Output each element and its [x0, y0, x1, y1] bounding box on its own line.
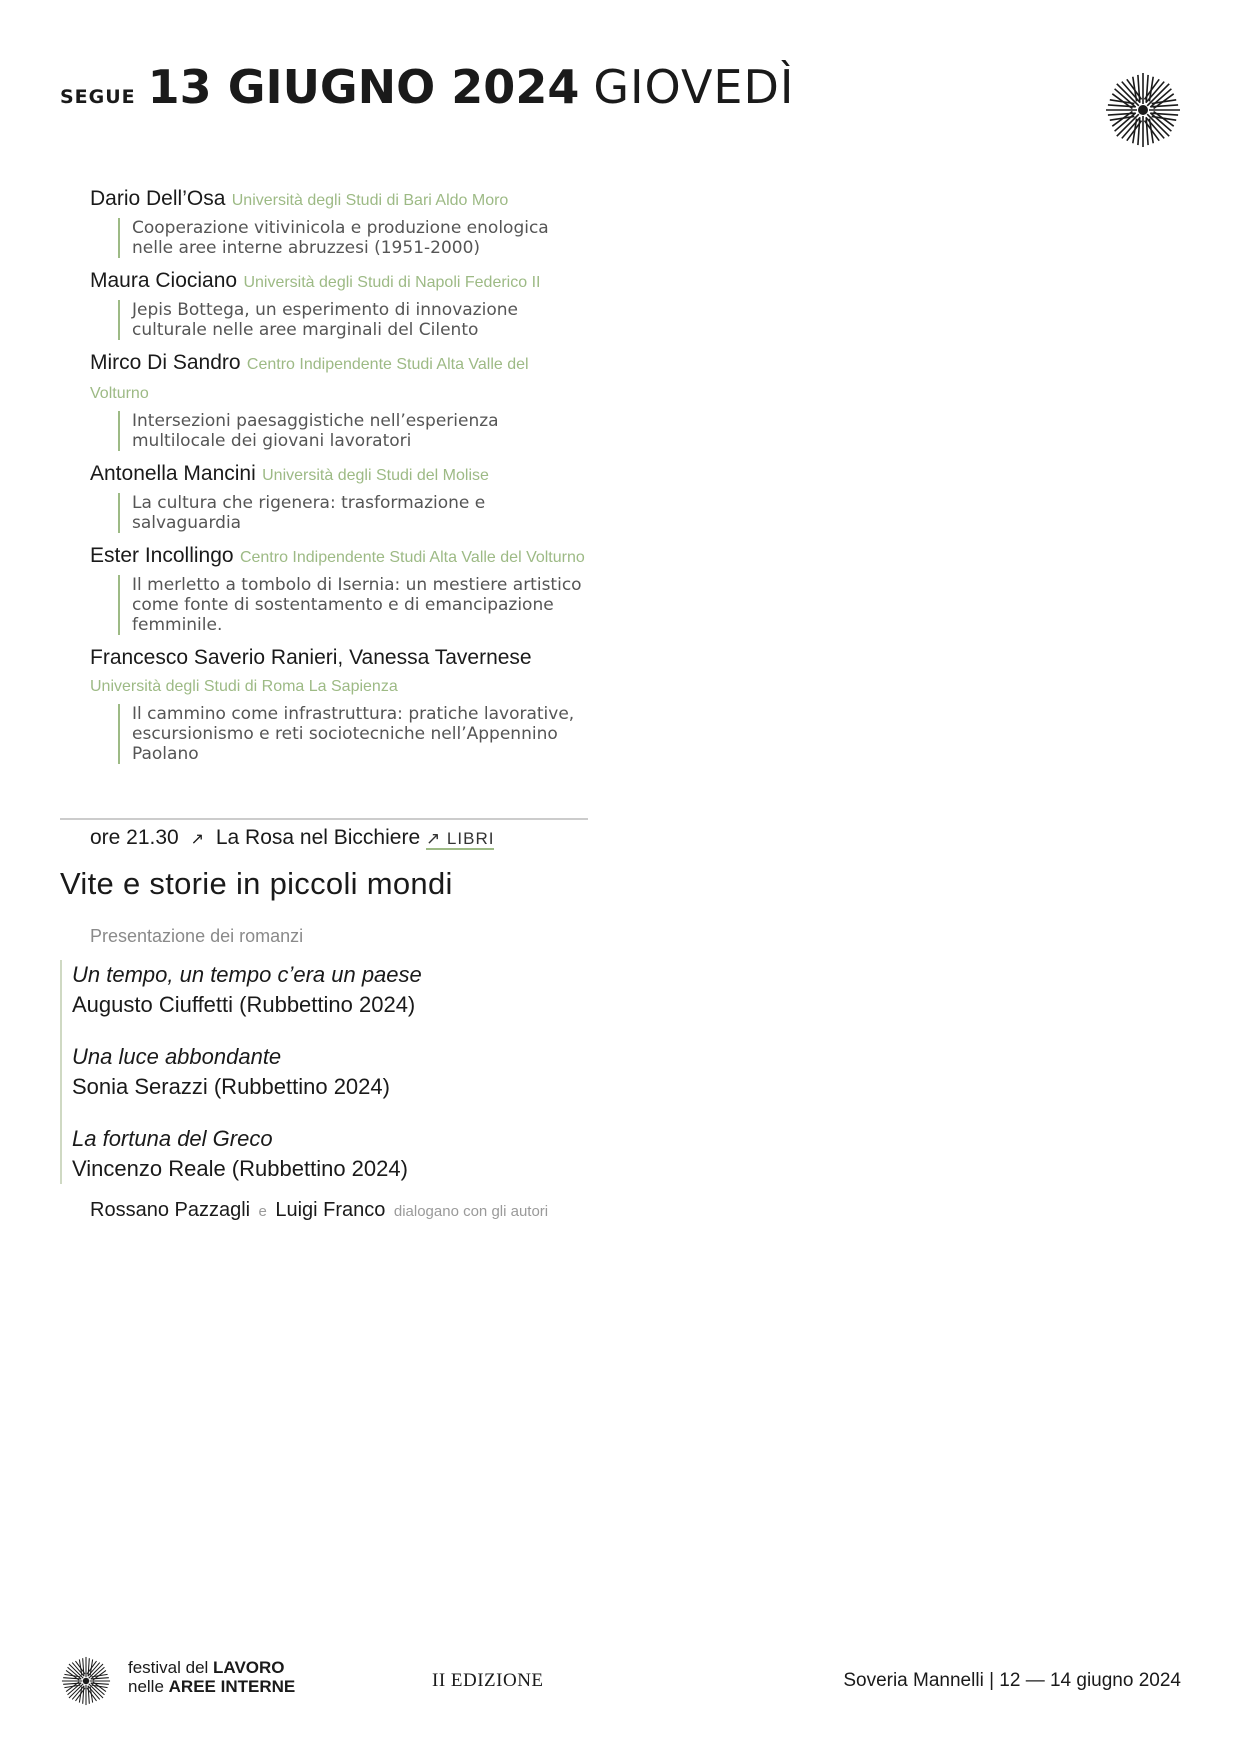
book-item: [72, 1124, 632, 1184]
talk-title: Jepis Bottega, un esperimento di innovazione culturale nelle aree marginali del Cilento: [118, 300, 590, 340]
speaker-name: Mirco Di Sandro: [90, 351, 241, 374]
logo-stripe: [91, 1683, 109, 1684]
brand-text-bold: AREE INTERNE: [168, 1677, 296, 1696]
book-title: Un tempo, un tempo c’era un paese: [72, 962, 422, 987]
discussant-note: dialogano con gli autori: [393, 1203, 549, 1220]
festival-logo-icon: [1103, 70, 1183, 150]
discussant-name: Rossano Pazzagli: [90, 1199, 251, 1221]
discussants: [90, 1199, 552, 1222]
brand-text: nelle: [128, 1677, 169, 1696]
event-title: Vite e storie in piccoli mondi: [60, 866, 453, 901]
place-dates: Soveria Mannelli | 12 — 14 giugno 2024: [843, 1670, 1181, 1691]
speaker-name: Antonella Mancini: [90, 462, 256, 485]
logo-center: [1138, 105, 1148, 115]
talk-list: [90, 185, 590, 773]
speaker-affiliation: Università degli Studi del Molise: [262, 467, 489, 484]
event-time-venue: [90, 826, 494, 850]
weekday-heading: GIOVEDÌ: [593, 60, 795, 114]
logo-stripe: [1108, 113, 1136, 115]
brand-text: festival del: [128, 1658, 214, 1677]
discussant-name: Luigi Franco: [275, 1199, 386, 1221]
logo-stripe: [83, 1686, 84, 1704]
segue-label: SEGUE: [60, 86, 136, 108]
talk-title: Il merletto a tombolo di Isernia: un mestiere artistico come fonte di sostentamento e di emancipazione femminile.: [118, 575, 590, 635]
book-title: Una luce abbondante: [72, 1044, 282, 1069]
date-heading: 13 GIUGNO 2024: [147, 60, 580, 114]
talk-title: Il cammino come infrastruttura: pratiche lavorative, escursionismo e reti sociotecniche nell’Appennino Paolano: [118, 704, 590, 764]
talk-title: Cooperazione vitivinicola e produzione enologica nelle aree interne abruzzesi (1951-2000): [118, 218, 590, 258]
talk-item: [90, 185, 590, 258]
logo-stripe: [1108, 105, 1136, 107]
logo-stripe: [88, 1658, 89, 1676]
book-title: La fortuna del Greco: [72, 1126, 273, 1151]
talk-item: [90, 542, 590, 635]
book-item: [72, 1042, 632, 1102]
brand-text-bold: LAVORO: [213, 1658, 285, 1677]
logo-stripe: [88, 1686, 89, 1704]
talk-item: [90, 460, 590, 533]
logo-stripe: [1138, 75, 1140, 103]
talk-title: La cultura che rigenera: trasformazione e salvaguardia: [118, 493, 590, 533]
book-author: Sonia Serazzi (Rubbettino 2024): [72, 1074, 390, 1099]
speaker-affiliation: Università degli Studi di Bari Aldo Moro: [231, 192, 509, 209]
event-time: ore 21.30: [90, 826, 179, 849]
speaker-name: Maura Ciociano: [90, 269, 238, 292]
talk-item: [90, 349, 590, 451]
logo-stripe: [1138, 117, 1140, 145]
arrow-icon: ↗: [190, 831, 204, 848]
logo-stripe: [63, 1678, 81, 1679]
book-author: Augusto Ciuffetti (Rubbettino 2024): [72, 992, 416, 1017]
event-subtitle: Presentazione dei romanzi: [90, 926, 304, 946]
page-header: [60, 60, 794, 120]
festival-brand: [128, 1658, 295, 1696]
logo-stripe: [83, 1658, 84, 1676]
speaker-affiliation: Università degli Studi di Napoli Federico II: [243, 274, 541, 291]
logo-stripe: [1146, 117, 1148, 145]
speaker-affiliation: Centro Indipendente Studi Alta Valle del Volturno: [239, 549, 585, 566]
talk-item: [90, 267, 590, 340]
speaker-affiliation: Università degli Studi di Roma La Sapienza: [90, 678, 398, 695]
edition-label: II EDIZIONE: [432, 1670, 544, 1691]
book-list: [60, 960, 632, 1184]
logo-stripe: [1146, 75, 1148, 103]
section-divider: [60, 818, 588, 820]
book-author: Vincenzo Reale (Rubbettino 2024): [72, 1156, 408, 1181]
category-tag-libri[interactable]: ↗ LIBRI: [425, 829, 495, 848]
speaker-name: Dario Dell’Osa: [90, 187, 226, 210]
logo-center: [83, 1678, 90, 1685]
event-venue: La Rosa nel Bicchiere: [215, 826, 421, 849]
logo-stripe: [63, 1683, 81, 1684]
speaker-affiliation: Centro Indipendente Studi Alta Valle del Volturno: [90, 356, 529, 402]
speaker-name: Ester Incollingo: [90, 544, 234, 567]
book-item: [72, 960, 632, 1020]
festival-logo-icon: [60, 1655, 112, 1707]
logo-stripe: [91, 1678, 109, 1679]
speaker-name: Francesco Saverio Ranieri, Vanessa Tavernese: [90, 646, 532, 669]
logo-stripe: [1150, 105, 1178, 107]
conjunction: e: [258, 1203, 267, 1220]
logo-stripe: [1150, 113, 1178, 115]
talk-title: Intersezioni paesaggistiche nell’esperienza multilocale dei giovani lavoratori: [118, 411, 590, 451]
talk-item: [90, 644, 590, 764]
